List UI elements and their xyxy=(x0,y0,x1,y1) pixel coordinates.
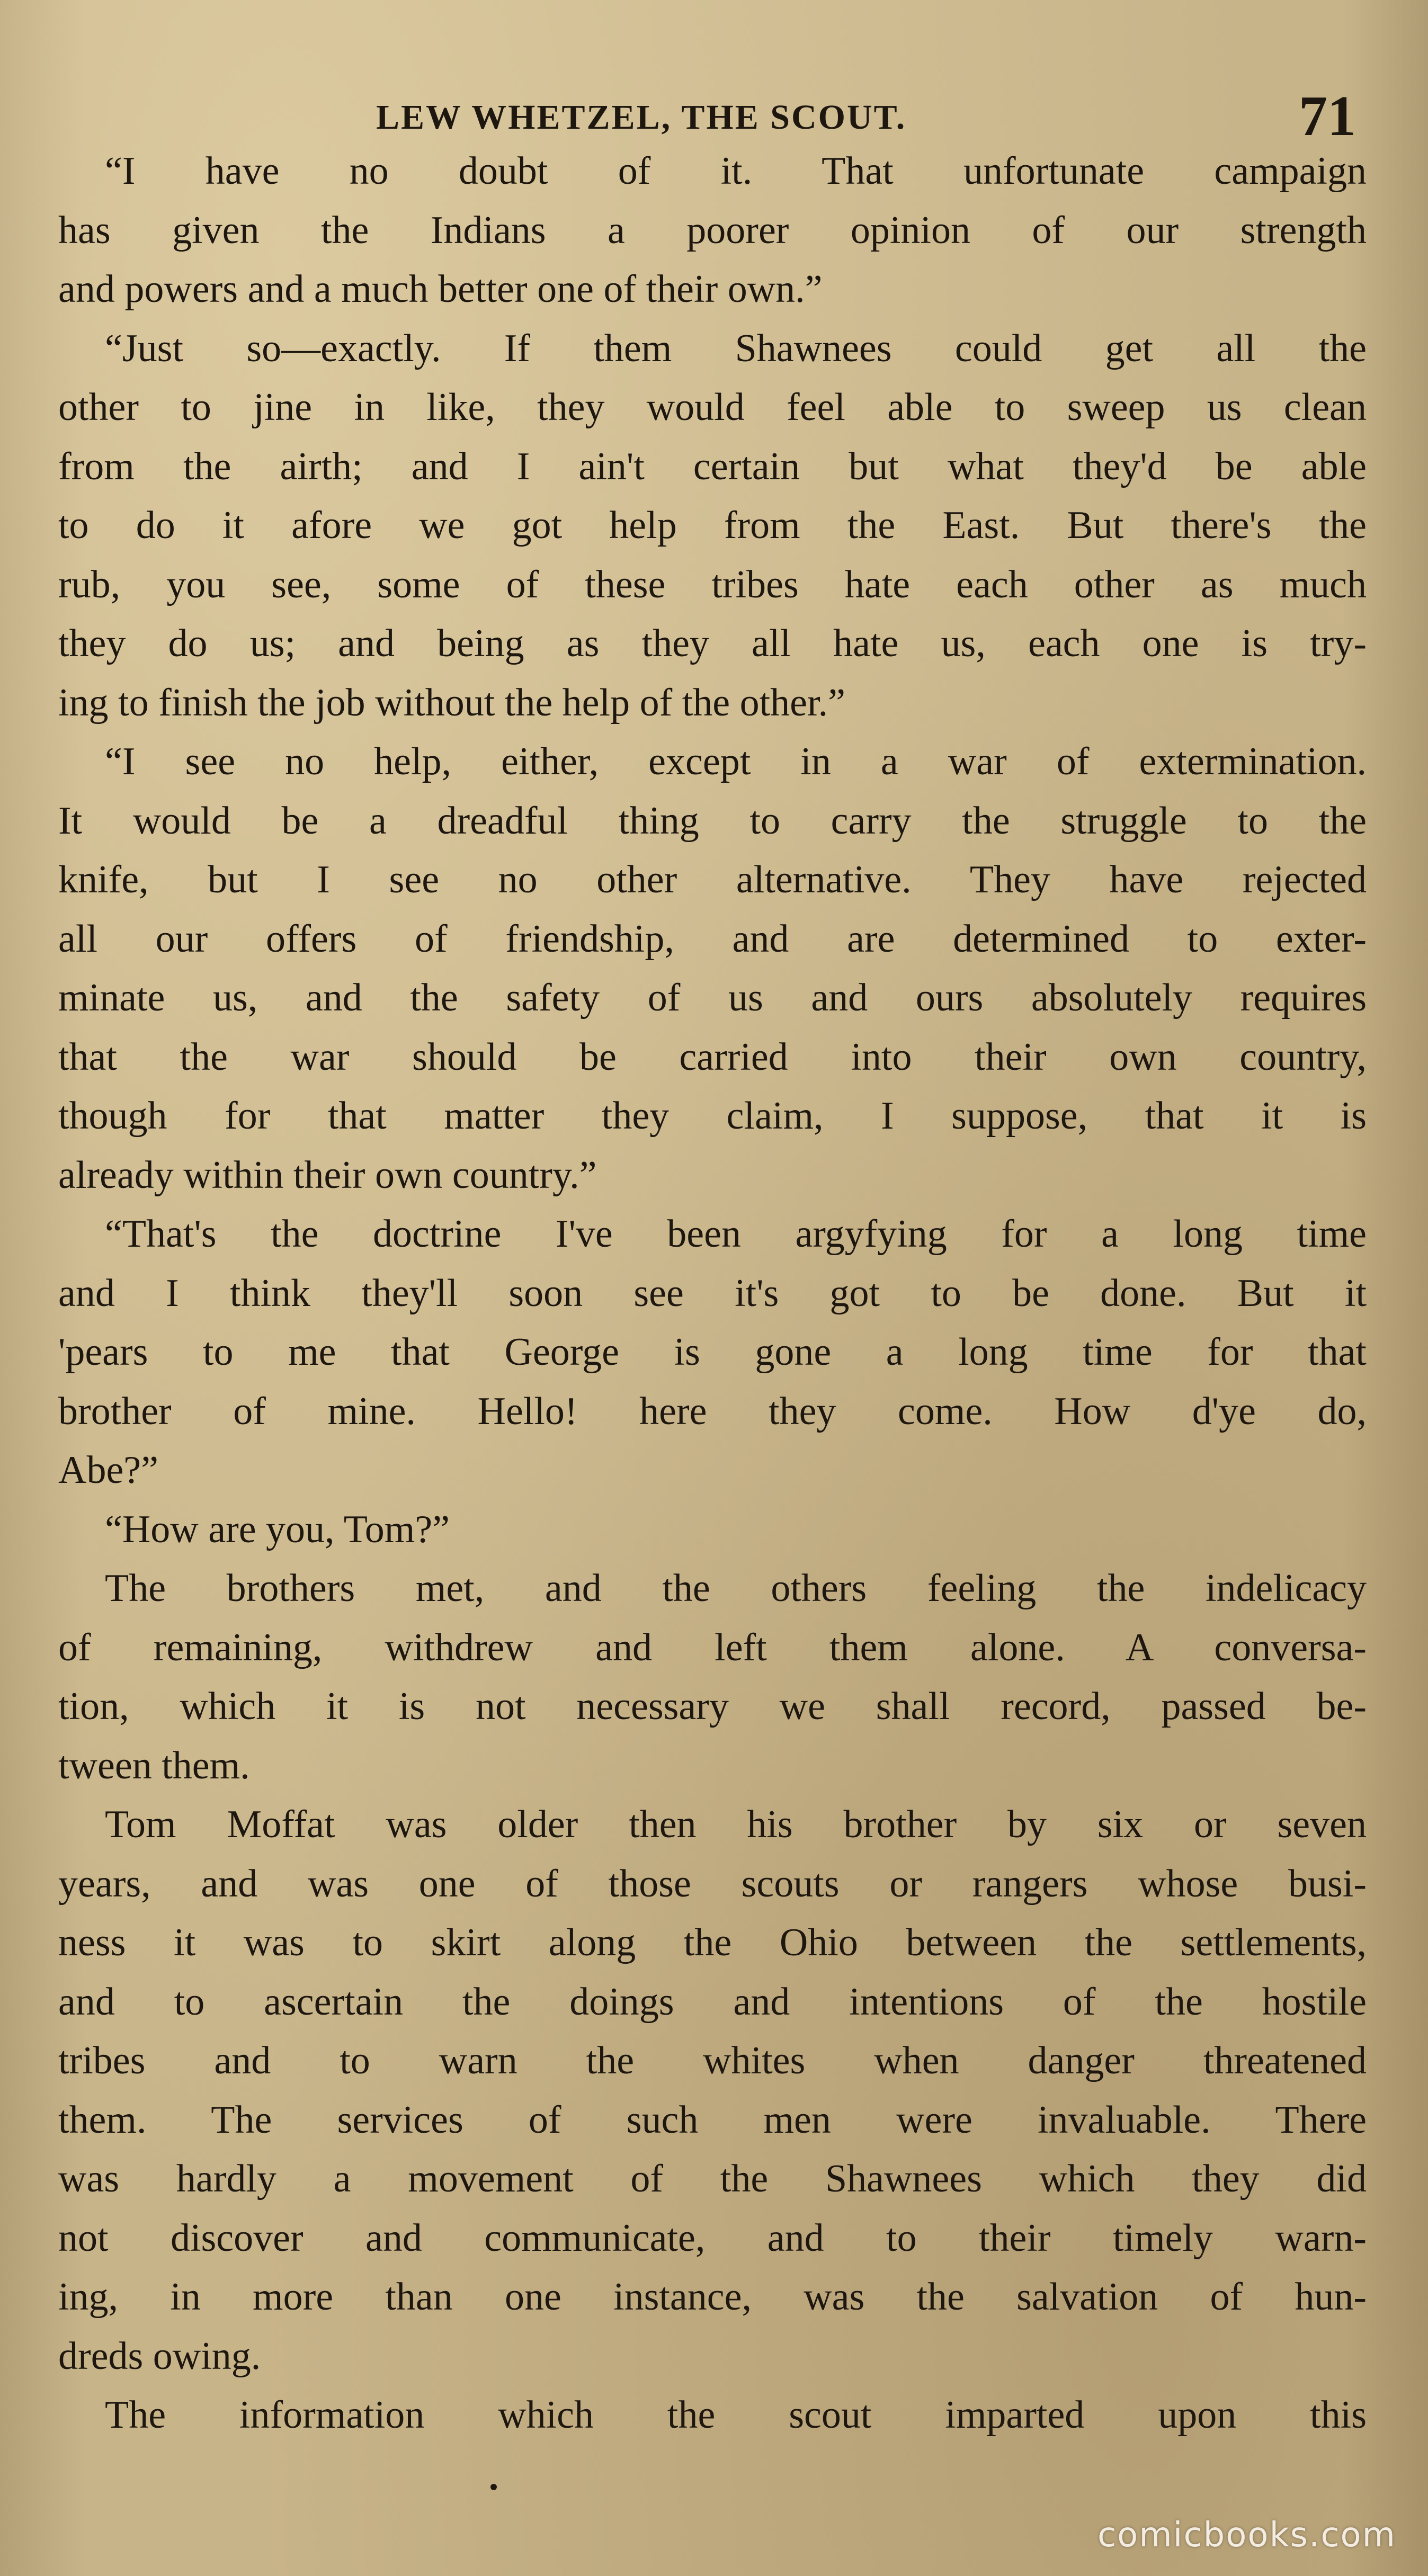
text-line: they do us; and being as they all hate us, each one is try- xyxy=(58,622,1367,665)
text-line: of remaining, withdrew and left them alone. A conversa- xyxy=(58,1625,1367,1669)
text-line: though for that matter they claim, I suppose, that it is xyxy=(58,1094,1367,1138)
text-line: Tom Moffat was older then his brother by six or seven xyxy=(105,1803,1367,1846)
text-line: ing to finish the job without the help of the other.” xyxy=(58,681,845,724)
text-line: “I see no help, either, except in a war of extermination. xyxy=(105,740,1367,783)
page-number: 71 xyxy=(1299,85,1356,148)
text-line: dreds owing. xyxy=(58,2334,261,2378)
text-line: “I have no doubt of it. That unfortunate campaign xyxy=(105,149,1367,193)
text-line: other to jine in like, they would feel able to sweep us clean xyxy=(58,386,1367,429)
text-line: It would be a dreadful thing to carry the struggle to the xyxy=(58,799,1367,843)
body-text xyxy=(58,142,1367,2445)
text-line: all our offers of friendship, and are determined to exter- xyxy=(58,917,1367,961)
ink-speck xyxy=(490,2484,497,2490)
watermark: comicbooks.com xyxy=(1097,2516,1396,2555)
text-line: years, and was one of those scouts or rangers whose busi- xyxy=(58,1862,1367,1906)
text-line: rub, you see, some of these tribes hate each other as much xyxy=(58,562,1367,606)
text-line: “How are you, Tom?” xyxy=(105,1507,450,1551)
text-line: brother of mine. Hello! here they come. How d'ye do, xyxy=(58,1389,1367,1433)
text-line: has given the Indians a poorer opinion of our strength xyxy=(58,208,1367,252)
text-line: minate us, and the safety of us and ours absolutely requires xyxy=(58,976,1367,1019)
text-line: knife, but I see no other alternative. They have rejected xyxy=(58,858,1367,901)
text-line: ing, in more than one instance, was the salvation of hun- xyxy=(58,2275,1367,2319)
text-line: The information which the scout imparted upon this xyxy=(105,2393,1367,2437)
text-line: not discover and communicate, and to their timely warn- xyxy=(58,2216,1367,2260)
text-line: and powers and a much better one of their own.” xyxy=(58,267,823,311)
text-line: that the war should be carried into their own country, xyxy=(58,1035,1367,1079)
text-line: ness it was to skirt along the Ohio between the settlements, xyxy=(58,1921,1367,1964)
text-line: “Just so—exactly. If them Shawnees could get all the xyxy=(105,326,1367,370)
text-line: was hardly a movement of the Shawnees which they did xyxy=(58,2157,1367,2201)
text-line: already within their own country.” xyxy=(58,1153,597,1197)
text-line: Abe?” xyxy=(58,1448,158,1492)
text-line: The brothers met, and the others feeling the indelicacy xyxy=(105,1567,1367,1610)
text-line: 'pears to me that George is gone a long time for that xyxy=(58,1330,1367,1374)
text-line: “That's the doctrine I've been argyfying for a long time xyxy=(105,1212,1367,1256)
page-header xyxy=(58,79,1377,148)
text-line: to do it afore we got help from the East. But there's the xyxy=(58,504,1367,547)
text-line: tion, which it is not necessary we shall record, passed be- xyxy=(58,1685,1367,1728)
text-line: and I think they'll soon see it's got to be done. But it xyxy=(58,1271,1367,1315)
text-line: them. The services of such men were invaluable. There xyxy=(58,2098,1367,2142)
text-line: and to ascertain the doings and intentions of the hostile xyxy=(58,1980,1367,2024)
text-line: from the airth; and I ain't certain but what they'd be able xyxy=(58,444,1367,488)
running-head: LEW WHETZEL, THE SCOUT. xyxy=(376,98,907,137)
text-line: tween them. xyxy=(58,1743,250,1787)
text-line: tribes and to warn the whites when danger threatened xyxy=(58,2039,1367,2082)
